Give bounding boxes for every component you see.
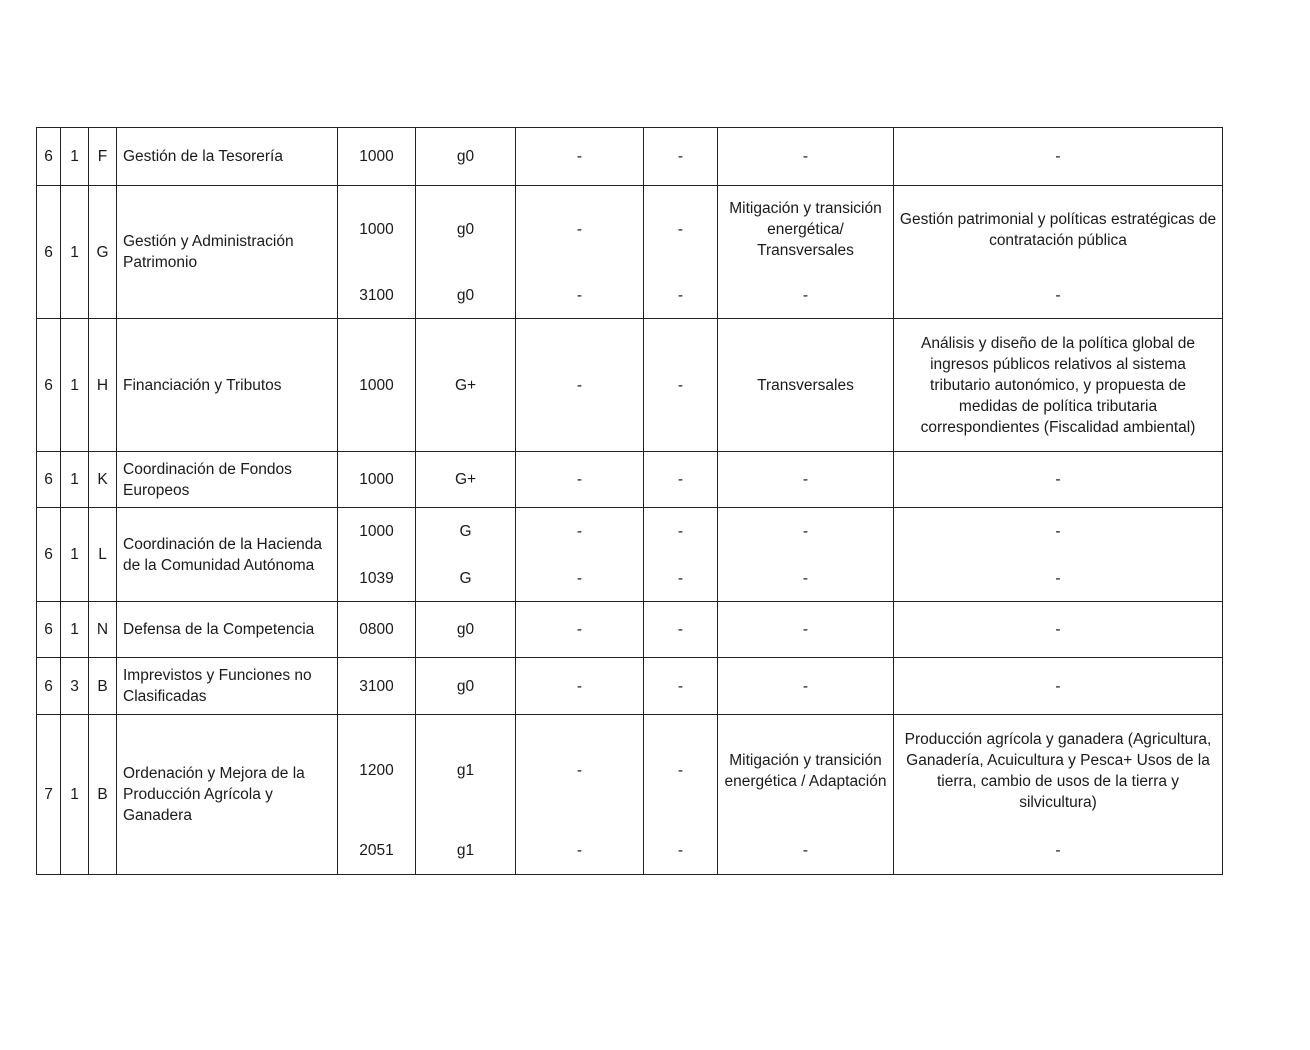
col-7-value: -	[516, 128, 644, 186]
program-name: Gestión y Administración Patrimonio	[117, 186, 338, 319]
climate-category: Mitigación y transición energética / Adaptación	[718, 715, 894, 827]
climate-description: -	[894, 827, 1223, 875]
col-program-letter: F	[89, 128, 117, 186]
col-program-digit-1: 6	[37, 128, 61, 186]
table-row	[37, 186, 1223, 274]
col-8-value: -	[644, 186, 718, 274]
col-7-value: -	[516, 186, 644, 274]
col-program-digit-2: 1	[61, 319, 89, 452]
col-8-value: -	[644, 128, 718, 186]
funding-code: 1000	[338, 319, 416, 452]
col-7-value: -	[516, 827, 644, 875]
col-7-value: -	[516, 658, 644, 715]
table-row	[37, 602, 1223, 658]
col-7-value: -	[516, 556, 644, 602]
gender-impact: G+	[416, 452, 516, 508]
climate-description: -	[894, 452, 1223, 508]
col-program-digit-1: 6	[37, 658, 61, 715]
table-row	[37, 508, 1223, 556]
gender-impact: G	[416, 556, 516, 602]
program-name: Coordinación de la Hacienda de la Comunidad Autónoma	[117, 508, 338, 602]
funding-code: 1000	[338, 186, 416, 274]
program-name: Financiación y Tributos	[117, 319, 338, 452]
funding-code: 1000	[338, 452, 416, 508]
budget-table	[36, 127, 1223, 875]
col-program-digit-2: 1	[61, 452, 89, 508]
climate-description: -	[894, 128, 1223, 186]
col-7-value: -	[516, 319, 644, 452]
table-body	[37, 128, 1223, 875]
table-row	[37, 452, 1223, 508]
col-program-digit-1: 6	[37, 186, 61, 319]
program-name: Defensa de la Competencia	[117, 602, 338, 658]
program-name: Ordenación y Mejora de la Producción Agrícola y Ganadera	[117, 715, 338, 875]
gender-impact: g0	[416, 128, 516, 186]
climate-description: -	[894, 658, 1223, 715]
climate-category: -	[718, 602, 894, 658]
col-8-value: -	[644, 602, 718, 658]
funding-code: 1000	[338, 508, 416, 556]
col-program-letter: L	[89, 508, 117, 602]
climate-category: -	[718, 556, 894, 602]
col-program-digit-1: 6	[37, 602, 61, 658]
table-row	[37, 128, 1223, 186]
col-8-value: -	[644, 452, 718, 508]
climate-category: -	[718, 827, 894, 875]
climate-description: Producción agrícola y ganadera (Agricultura, Ganadería, Acuicultura y Pesca+ Usos de la tierra, cambio de usos de la tierra y silvicultura)	[894, 715, 1223, 827]
table-row	[37, 658, 1223, 715]
funding-code: 3100	[338, 274, 416, 319]
climate-category: Transversales	[718, 319, 894, 452]
gender-impact: g0	[416, 602, 516, 658]
climate-category: -	[718, 128, 894, 186]
col-program-digit-1: 6	[37, 508, 61, 602]
program-name: Imprevistos y Funciones no Clasificadas	[117, 658, 338, 715]
climate-description: -	[894, 274, 1223, 319]
col-program-digit-2: 1	[61, 128, 89, 186]
col-program-digit-1: 6	[37, 319, 61, 452]
col-program-digit-2: 3	[61, 658, 89, 715]
col-program-letter: K	[89, 452, 117, 508]
funding-code: 1000	[338, 128, 416, 186]
gender-impact: G+	[416, 319, 516, 452]
gender-impact: g0	[416, 186, 516, 274]
table-row	[37, 715, 1223, 827]
climate-category: -	[718, 452, 894, 508]
col-program-digit-2: 1	[61, 715, 89, 875]
funding-code: 2051	[338, 827, 416, 875]
col-8-value: -	[644, 556, 718, 602]
funding-code: 1200	[338, 715, 416, 827]
climate-description: Análisis y diseño de la política global de ingresos públicos relativos al sistema tributario autonómico, y propuesta de medidas de política tributaria correspondientes (Fiscalidad ambiental)	[894, 319, 1223, 452]
col-7-value: -	[516, 452, 644, 508]
climate-category: -	[718, 508, 894, 556]
climate-description: Gestión patrimonial y políticas estratégicas de contratación pública	[894, 186, 1223, 274]
col-program-letter: B	[89, 715, 117, 875]
program-name: Gestión de la Tesorería	[117, 128, 338, 186]
gender-impact: g1	[416, 715, 516, 827]
climate-description: -	[894, 602, 1223, 658]
col-program-letter: B	[89, 658, 117, 715]
climate-description: -	[894, 556, 1223, 602]
program-name: Coordinación de Fondos Europeos	[117, 452, 338, 508]
col-program-digit-1: 7	[37, 715, 61, 875]
col-8-value: -	[644, 319, 718, 452]
col-program-digit-2: 1	[61, 602, 89, 658]
col-8-value: -	[644, 715, 718, 827]
gender-impact: g1	[416, 827, 516, 875]
funding-code: 0800	[338, 602, 416, 658]
funding-code: 1039	[338, 556, 416, 602]
climate-description: -	[894, 508, 1223, 556]
col-program-digit-2: 1	[61, 508, 89, 602]
col-7-value: -	[516, 508, 644, 556]
col-program-letter: N	[89, 602, 117, 658]
col-program-digit-2: 1	[61, 186, 89, 319]
col-7-value: -	[516, 274, 644, 319]
col-7-value: -	[516, 602, 644, 658]
col-8-value: -	[644, 508, 718, 556]
col-8-value: -	[644, 658, 718, 715]
col-program-digit-1: 6	[37, 452, 61, 508]
table-row	[37, 319, 1223, 452]
col-program-letter: H	[89, 319, 117, 452]
gender-impact: g0	[416, 274, 516, 319]
climate-category: Mitigación y transición energética/ Transversales	[718, 186, 894, 274]
col-7-value: -	[516, 715, 644, 827]
climate-category: -	[718, 658, 894, 715]
gender-impact: G	[416, 508, 516, 556]
col-8-value: -	[644, 274, 718, 319]
gender-impact: g0	[416, 658, 516, 715]
funding-code: 3100	[338, 658, 416, 715]
col-program-letter: G	[89, 186, 117, 319]
col-8-value: -	[644, 827, 718, 875]
climate-category: -	[718, 274, 894, 319]
